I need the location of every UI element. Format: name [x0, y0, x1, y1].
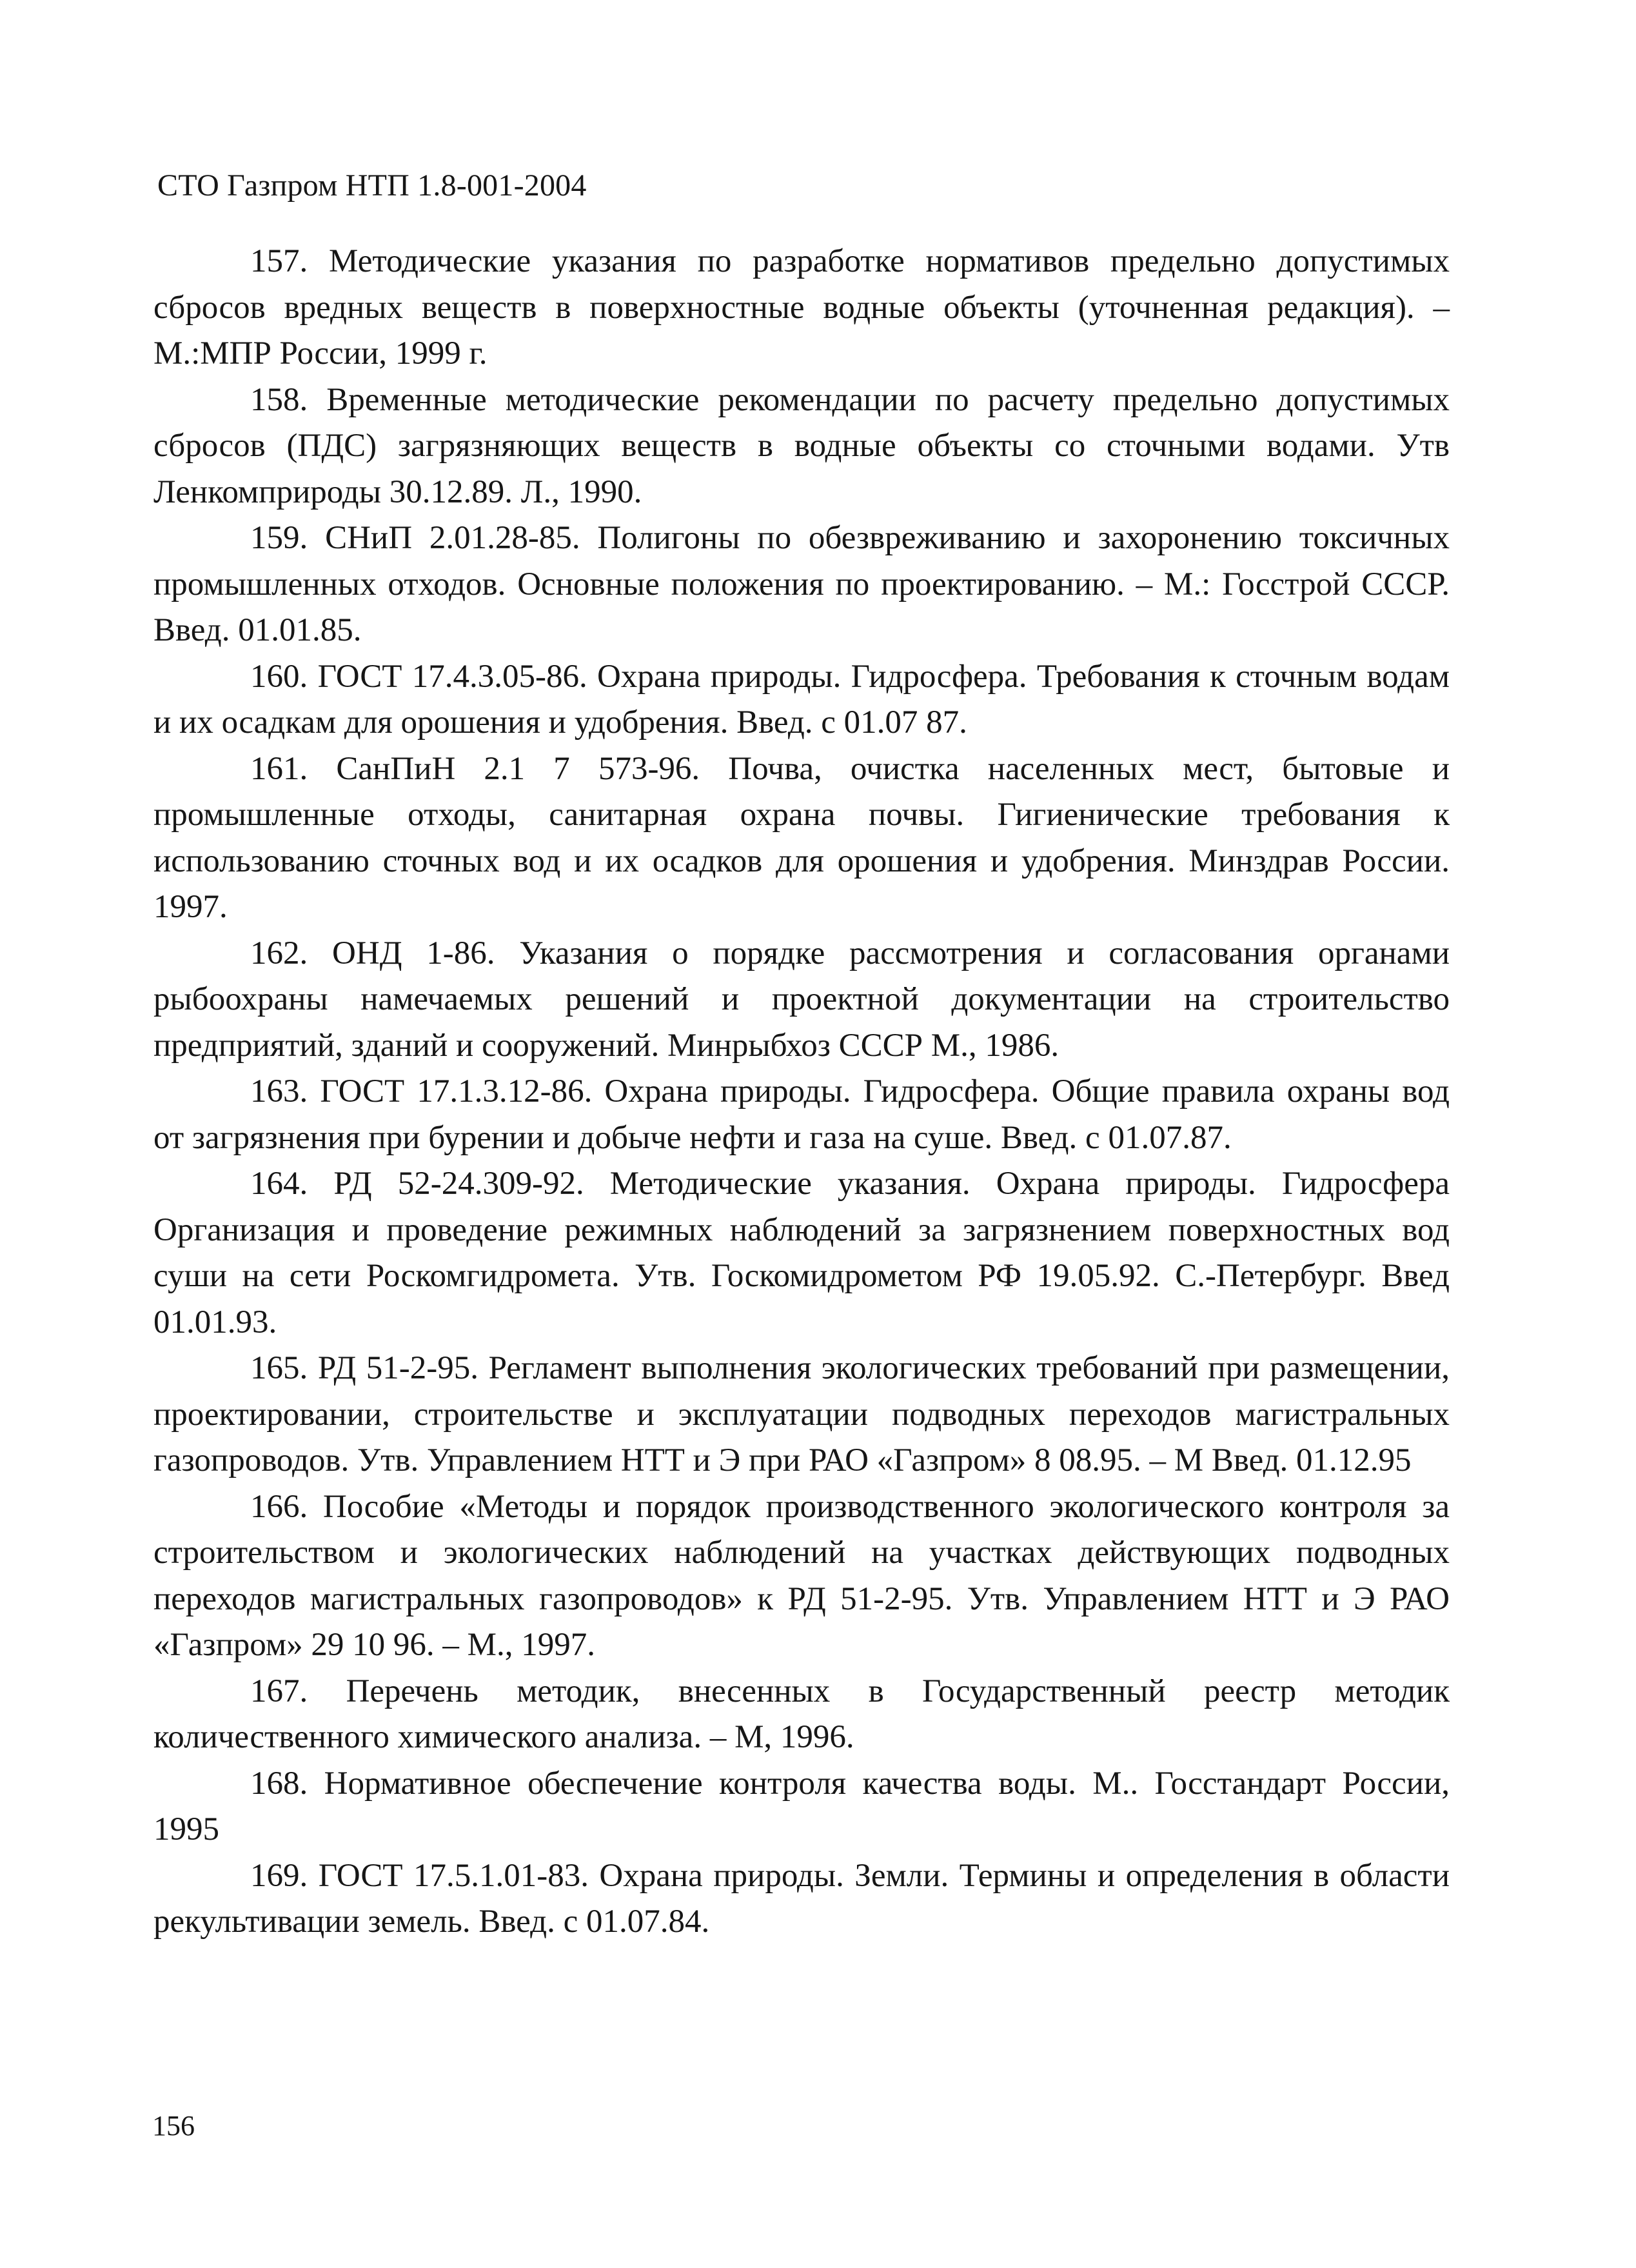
reference-item [153, 1761, 1450, 1853]
reference-item [153, 746, 1450, 931]
reference-item [153, 1669, 1450, 1761]
reference-item [153, 1484, 1450, 1669]
reference-number: 169. [250, 1857, 308, 1894]
reference-number: 162. [250, 935, 308, 971]
reference-item [153, 1069, 1450, 1161]
reference-number: 163. [250, 1073, 308, 1109]
reference-item [153, 1853, 1450, 1945]
reference-text: Пособие «Методы и порядок производственного экологического контроля за строительством и экологических наблюдений на участках действующих подводных переходов магистральных газопроводов» к РД 51-2-95. Утв. Управлением НТТ и Э РАО «Газпром» 29 10 96. – М., 1997. [153, 1488, 1450, 1663]
reference-text: ГОСТ 17.5.1.01-83. Охрана природы. Земли. Термины и определения в области рекультивации земель. Введ. с 01.07.84. [153, 1857, 1450, 1940]
reference-text: ГОСТ 17.4.3.05-86. Охрана природы. Гидросфера. Требования к сточным водам и их осадкам для орошения и удобрения. Введ. с 01.07 87. [153, 658, 1450, 741]
page-number: 156 [152, 2110, 195, 2142]
reference-number: 166. [250, 1488, 308, 1525]
running-header: СТО Газпром НТП 1.8-001-2004 [157, 168, 587, 203]
reference-item [153, 377, 1450, 516]
reference-text: Временные методические рекомендации по расчету предельно допустимых сбросов (ПДС) загрязняющих веществ в водные объекты со сточными водами. Утв Ленкомприроды 30.12.89. Л., 1990. [153, 381, 1450, 510]
reference-number: 159. [250, 520, 308, 556]
reference-number: 164. [250, 1166, 308, 1202]
reference-text: ОНД 1-86. Указания о порядке рассмотрения и согласования органами рыбоохраны намечаемых решений и проектной документации на строительство предприятий, зданий и сооружений. Минрыбхоз СССР М., 1986. [153, 935, 1450, 1064]
reference-item [153, 931, 1450, 1069]
reference-text: СНиП 2.01.28-85. Полигоны по обезвреживанию и захоронению токсичных промышленных отходов. Основные положения по проектированию. – М.: Госстрой СССР. Введ. 01.01.85. [153, 520, 1450, 648]
reference-text: РД 51-2-95. Регламент выполнения экологических требований при размещении, проектировании, строительстве и эксплуатации подводных переходов магистральных газопроводов. Утв. Управлением НТТ и Э при РАО «Газпром» 8 08.95. – М Введ. 01.12.95 [153, 1350, 1450, 1478]
reference-text: Нормативное обеспечение контроля качества воды. М.. Госстандарт России, 1995 [153, 1765, 1450, 1847]
reference-item [153, 239, 1450, 377]
reference-text: Перечень методик, внесенных в Государственный реестр методик количественного химического анализа. – М, 1996. [153, 1673, 1450, 1755]
reference-item [153, 1346, 1450, 1484]
reference-number: 158. [250, 381, 308, 418]
reference-item [153, 515, 1450, 654]
reference-text: СанПиН 2.1 7 573-96. Почва, очистка населенных мест, бытовые и промышленные отходы, санитарная охрана почвы. Гигиенические требования к использованию сточных вод и их осадков для орошения и удобрения. Минздрав России. 1997. [153, 750, 1450, 925]
reference-number: 165. [250, 1350, 308, 1386]
reference-number: 167. [250, 1673, 308, 1709]
reference-number: 168. [250, 1765, 308, 1802]
reference-list [153, 239, 1450, 1945]
reference-text: РД 52-24.309-92. Методические указания. Охрана природы. Гидросфера Организация и проведение режимных наблюдений за загрязнением поверхностных вод суши на сети Роскомгидромета. Утв. Госкомидрометом РФ 19.05.92. С.-Петербург. Введ 01.01.93. [153, 1166, 1450, 1340]
reference-text: ГОСТ 17.1.3.12-86. Охрана природы. Гидросфера. Общие правила охраны вод от загрязнения при бурении и добыче нефти и газа на суше. Введ. с 01.07.87. [153, 1073, 1450, 1156]
reference-text: Методические указания по разработке нормативов предельно допустимых сбросов вредных веществ в поверхностные водные объекты (уточненная редакция). – М.:МПР России, 1999 г. [153, 243, 1450, 372]
reference-number: 157. [250, 243, 308, 279]
reference-number: 161. [250, 750, 308, 787]
reference-item [153, 1161, 1450, 1346]
reference-item [153, 654, 1450, 746]
reference-number: 160. [250, 658, 308, 695]
